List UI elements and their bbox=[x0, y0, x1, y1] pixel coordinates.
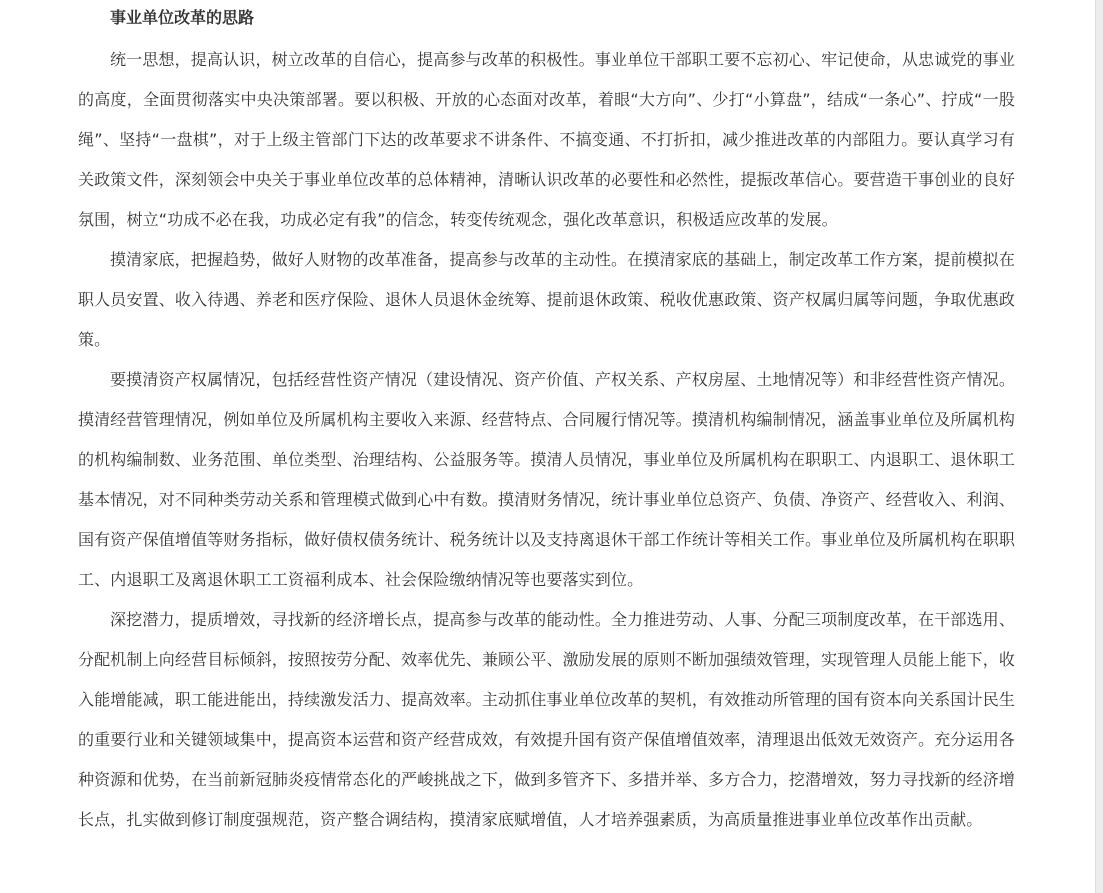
article-body bbox=[78, 0, 1015, 840]
paragraph-unify-thinking: 统一思想，提高认识，树立改革的自信心，提高参与改革的积极性。事业单位干部职工要不忘初心、牢记使命，从忠诚党的事业的高度，全面贯彻落实中央决策部署。要以积极、开放的心态面对改革，着眼“大方向”、少打“小算盘”，结成“一条心”、拧成“一股绳”、坚持“一盘棋”，对于上级主管部门下达的改革要求不讲条件、不搞变通、不打折扣，减少推进改革的内部阻力。要认真学习有关政策文件，深刻领会中央关于事业单位改革的总体精神，清晰认识改革的必要性和必然性，提振改革信心。要营造干事创业的良好氛围，树立“功成不必在我，功成必定有我”的信念，转变传统观念，强化改革意识，积极适应改革的发展。 bbox=[78, 50, 1015, 229]
paragraph-asset-ownership: 要摸清资产权属情况，包括经营性资产情况（建设情况、资产价值、产权关系、产权房屋、土地情况等）和非经营性资产情况。摸清经营管理情况，例如单位及所属机构主要收入来源、经营特点、合同履行情况等。摸清机构编制情况，涵盖事业单位及所属机构的机构编制数、业务范围、单位类型、治理结构、公益服务等。摸清人员情况，事业单位及所属机构在职职工、内退职工、退休职工基本情况，对不同种类劳动关系和管理模式做到心中有数。摸清财务情况，统计事业单位总资产、负债、净资产、经营收入、利润、国有资产保值增值等财务指标，做好债权债务统计、税务统计以及支持离退休干部工作统计等相关工作。事业单位及所属机构在职职工、内退职工及离退休职工工资福利成本、社会保险缴纳情况等也要落实到位。 bbox=[78, 370, 1015, 589]
paragraph-assess-assets: 摸清家底，把握趋势，做好人财物的改革准备，提高参与改革的主动性。在摸清家底的基础上，制定改革工作方案，提前模拟在职人员安置、收入待遇、养老和医疗保险、退休人员退休金统筹、提前退休政策、税收优惠政策、资产权属归属等问题，争取优惠政策。 bbox=[78, 250, 1015, 349]
page-edge-scrollbar[interactable] bbox=[1095, 0, 1103, 893]
article-heading: 事业单位改革的思路 bbox=[110, 8, 255, 27]
paragraph-tap-potential: 深挖潜力，提质增效，寻找新的经济增长点，提高参与改革的能动性。全力推进劳动、人事、分配三项制度改革，在干部选用、分配机制上向经营目标倾斜，按照按劳分配、效率优先、兼顾公平、激励发展的原则不断加强绩效管理，实现管理人员能上能下，收入能增能减，职工能进能出，持续激发活力、提高效率。主动抓住事业单位改革的契机，有效推动所管理的国有资本向关系国计民生的重要行业和关键领域集中，提高资本运营和资产经营成效，有效提升国有资产保值增值效率，清理退出低效无效资产。充分运用各种资源和优势，在当前新冠肺炎疫情常态化的严峻挑战之下，做到多管齐下、多措并举、多方合力，挖潜增效，努力寻找新的经济增长点，扎实做到修订制度强规范，资产整合调结构，摸清家底赋增值，人才培养强素质，为高质量推进事业单位改革作出贡献。 bbox=[78, 610, 1015, 829]
